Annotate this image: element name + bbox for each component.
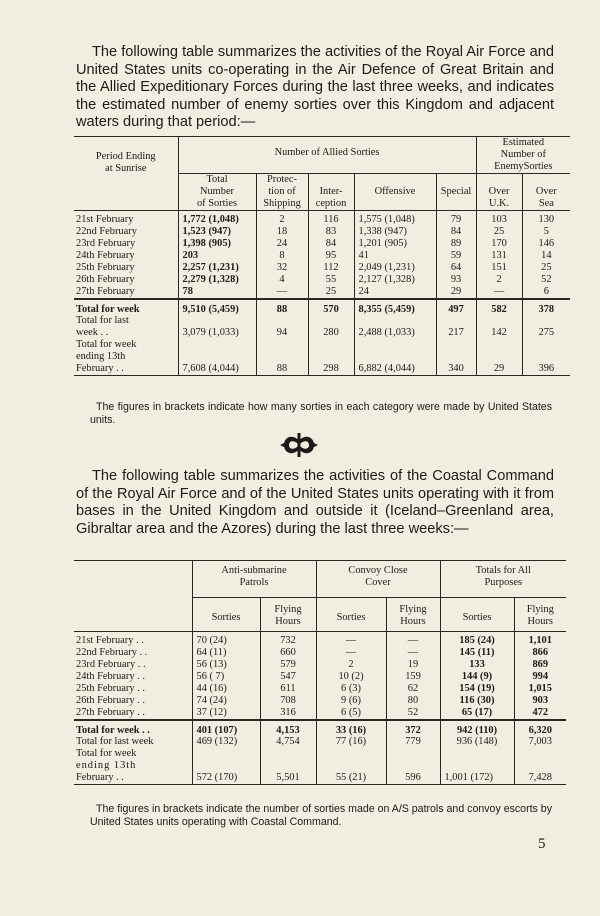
table-row-uk: 25 bbox=[476, 226, 522, 238]
table2-row bbox=[74, 707, 566, 720]
table-row-inter: 25 bbox=[308, 286, 354, 299]
table2-row-t_s: 144 (9) bbox=[440, 671, 514, 683]
table-row bbox=[74, 286, 570, 299]
table-row-prot: 8 bbox=[256, 250, 308, 262]
table2-row-as_s: 64 (11) bbox=[192, 647, 260, 659]
header-enemy-sorties: Estimated Number of EnemySorties bbox=[476, 137, 570, 174]
table-row-spec: 79 bbox=[436, 211, 476, 227]
table-row-inter: 55 bbox=[308, 274, 354, 286]
table2-row-period: 25th February . . bbox=[76, 683, 145, 694]
table-row-sea: 146 bbox=[522, 238, 570, 250]
table-row-off: 1,201 (905) bbox=[354, 238, 436, 250]
table-row-uk: 103 bbox=[476, 211, 522, 227]
table2-row-period: 24th February . . bbox=[76, 671, 145, 682]
allied-sorties-table bbox=[74, 136, 570, 376]
header-interception: Inter- ception bbox=[308, 174, 354, 211]
header-anti-submarine: Anti-submarine Patrols bbox=[192, 561, 316, 598]
table2-row-t_h: 1,015 bbox=[514, 683, 566, 695]
table-row-spec: 89 bbox=[436, 238, 476, 250]
table-row bbox=[74, 226, 570, 238]
table-row-sea: 130 bbox=[522, 211, 570, 227]
table-row-period: 21st February bbox=[76, 214, 134, 225]
table-row-inter: 112 bbox=[308, 262, 354, 274]
table2-row-t_s: 133 bbox=[440, 659, 514, 671]
table-row-off: 1,575 (1,048) bbox=[354, 211, 436, 227]
table-row-prot: — bbox=[256, 286, 308, 299]
table2-row bbox=[74, 671, 566, 683]
table2-row-as_s: 37 (12) bbox=[192, 707, 260, 720]
table-row-total-week: Total for week 9,510 (5,459) 88 570 8,355 (5,459) 497 582 378 bbox=[74, 299, 570, 315]
table2-row-as_s: 44 (16) bbox=[192, 683, 260, 695]
table2-row-as_h: 732 bbox=[260, 632, 316, 648]
table2-row-as_s: 56 (13) bbox=[192, 659, 260, 671]
table-row-total: 1,772 (1,048) bbox=[178, 211, 256, 227]
coastal-command-table bbox=[74, 560, 566, 785]
table-row-period: 23rd February bbox=[76, 238, 136, 249]
table2-row-as_s: 56 ( 7) bbox=[192, 671, 260, 683]
table-row-uk: 170 bbox=[476, 238, 522, 250]
table-row-prot: 2 bbox=[256, 211, 308, 227]
table2-row-as_h: 547 bbox=[260, 671, 316, 683]
table2-row bbox=[74, 695, 566, 707]
table-row-sea: 6 bbox=[522, 286, 570, 299]
footnote-2: The figures in brackets indicate the number of sorties made on A/S patrols and convoy escorts by United States units operating with Coastal Command. bbox=[90, 803, 552, 828]
table2-row-t_h: 866 bbox=[514, 647, 566, 659]
header-over-sea: Over Sea bbox=[522, 174, 570, 211]
table-row-sea: 25 bbox=[522, 262, 570, 274]
table-row-total: 2,257 (1,231) bbox=[178, 262, 256, 274]
intro-paragraph-1: The following table summarizes the activities of the Royal Air Force and United States units co-operating in the Air Defence of Great Britain and the Allied Expeditionary Forces during the last three weeks, and indicates the estimated number of enemy sorties over this Kingdom and adjacent waters during that period:— bbox=[76, 44, 554, 131]
table2-row-t_h: 1,101 bbox=[514, 632, 566, 648]
table2-row-cc_h: 19 bbox=[386, 659, 440, 671]
table-row bbox=[74, 262, 570, 274]
table2-row-cc_h: 52 bbox=[386, 707, 440, 720]
table-row-week-ending: Total for week ending 13th February . . 7,608 (4,044) 88 298 6,882 (4,044) 340 29 396 bbox=[74, 339, 570, 376]
table2-row-as_h: 660 bbox=[260, 647, 316, 659]
table-row-uk: 131 bbox=[476, 250, 522, 262]
table2-row-as_s: 74 (24) bbox=[192, 695, 260, 707]
table-row-period: 25th February bbox=[76, 262, 135, 273]
header-totals: Totals for All Purposes bbox=[440, 561, 566, 598]
table-row-period: 26th February bbox=[76, 274, 135, 285]
table2-row-cc_s: 10 (2) bbox=[316, 671, 386, 683]
header-cc-sorties: Sorties bbox=[316, 598, 386, 632]
table-row-sea: 5 bbox=[522, 226, 570, 238]
table2-row-total-week: Total for week . . 401 (107) 4,153 33 (16) 372 942 (110) 6,320 bbox=[74, 720, 566, 736]
table2-row-t_h: 903 bbox=[514, 695, 566, 707]
table2-row bbox=[74, 632, 566, 648]
table2-row-t_h: 472 bbox=[514, 707, 566, 720]
table-row-period: 22nd February bbox=[76, 226, 137, 237]
header-total-hours: Flying Hours bbox=[514, 598, 566, 632]
header-as-sorties: Sorties bbox=[192, 598, 260, 632]
table-row-sea: 14 bbox=[522, 250, 570, 262]
table2-row-cc_h: 80 bbox=[386, 695, 440, 707]
table-row-off: 41 bbox=[354, 250, 436, 262]
table-row-spec: 64 bbox=[436, 262, 476, 274]
table-row-inter: 83 bbox=[308, 226, 354, 238]
table2-row-as_h: 611 bbox=[260, 683, 316, 695]
header-special: Special bbox=[436, 174, 476, 211]
table2-row-t_s: 145 (11) bbox=[440, 647, 514, 659]
header-cc-hours: Flying Hours bbox=[386, 598, 440, 632]
table-row bbox=[74, 238, 570, 250]
header-convoy-cover: Convoy Close Cover bbox=[316, 561, 440, 598]
table2-row-cc_s: 6 (5) bbox=[316, 707, 386, 720]
header-over-uk: Over U.K. bbox=[476, 174, 522, 211]
table2-row-cc_s: — bbox=[316, 632, 386, 648]
header-period: Period Ending at Sunrise bbox=[74, 137, 178, 211]
table2-row-cc_h: 62 bbox=[386, 683, 440, 695]
table2-row-last-week: Total for last week 469 (132) 4,754 77 (16) 779 936 (148) 7,003 bbox=[74, 736, 566, 748]
header-offensive: Offensive bbox=[354, 174, 436, 211]
table2-row-t_s: 116 (30) bbox=[440, 695, 514, 707]
table-row bbox=[74, 250, 570, 262]
table-row-prot: 32 bbox=[256, 262, 308, 274]
table-row-prot: 24 bbox=[256, 238, 308, 250]
table-row-total: 78 bbox=[178, 286, 256, 299]
table-row-inter: 84 bbox=[308, 238, 354, 250]
header-allied-sorties: Number of Allied Sorties bbox=[178, 137, 476, 174]
table-row-period: 27th February bbox=[76, 286, 135, 297]
table-row-period: 24th February bbox=[76, 250, 135, 261]
table-row-uk: 151 bbox=[476, 262, 522, 274]
table2-row bbox=[74, 659, 566, 671]
table2-row-as_h: 316 bbox=[260, 707, 316, 720]
table-row-last-week: Total for last week . . 3,079 (1,033) 94 280 2,488 (1,033) 217 142 275 bbox=[74, 315, 570, 339]
table-row-off: 1,338 (947) bbox=[354, 226, 436, 238]
table2-row-as_h: 708 bbox=[260, 695, 316, 707]
table2-row bbox=[74, 683, 566, 695]
table2-row-week-ending: Total for week ending 13th February . . 572 (170) 5,501 55 (21) 596 1,001 (172) 7,428 bbox=[74, 748, 566, 785]
header-as-hours: Flying Hours bbox=[260, 598, 316, 632]
table-row-total: 1,523 (947) bbox=[178, 226, 256, 238]
table2-row-period: 21st February . . bbox=[76, 635, 144, 646]
ornament-icon bbox=[280, 431, 318, 459]
table-row-prot: 4 bbox=[256, 274, 308, 286]
table-row-spec: 59 bbox=[436, 250, 476, 262]
table2-row-cc_s: 6 (3) bbox=[316, 683, 386, 695]
table-row bbox=[74, 274, 570, 286]
table-row-inter: 116 bbox=[308, 211, 354, 227]
page-number: 5 bbox=[538, 836, 546, 852]
table2-row-period: 26th February . . bbox=[76, 695, 145, 706]
table2-row-cc_s: — bbox=[316, 647, 386, 659]
header-total-sorties: Total Number of Sorties bbox=[178, 174, 256, 211]
table-row-spec: 84 bbox=[436, 226, 476, 238]
table-row bbox=[74, 211, 570, 227]
table-row-off: 24 bbox=[354, 286, 436, 299]
footnote-1: The figures in brackets indicate how many sorties in each category were made by United States units. bbox=[90, 401, 552, 426]
table-row-spec: 29 bbox=[436, 286, 476, 299]
intro-paragraph-2: The following table summarizes the activities of the Coastal Command of the Royal Air Force and of the United States units operating with it from bases in the United Kingdom and outside it (Iceland–Greenland area, Gibraltar area and the Azores) during the last three weeks:— bbox=[76, 468, 554, 537]
table2-row-period: 27th February . . bbox=[76, 707, 145, 718]
table2-row-cc_h: 159 bbox=[386, 671, 440, 683]
table2-row-as_h: 579 bbox=[260, 659, 316, 671]
header-total-sorties-2: Sorties bbox=[440, 598, 514, 632]
table2-row-cc_s: 2 bbox=[316, 659, 386, 671]
table2-row-cc_h: — bbox=[386, 647, 440, 659]
table2-row-t_s: 65 (17) bbox=[440, 707, 514, 720]
header-period-blank bbox=[74, 561, 192, 632]
table-row-sea: 52 bbox=[522, 274, 570, 286]
table2-row-period: 22nd February . . bbox=[76, 647, 148, 658]
table-row-total: 1,398 (905) bbox=[178, 238, 256, 250]
table-row-spec: 93 bbox=[436, 274, 476, 286]
table-row-uk: 2 bbox=[476, 274, 522, 286]
table2-row-cc_s: 9 (6) bbox=[316, 695, 386, 707]
header-protection-shipping: Protec- tion of Shipping bbox=[256, 174, 308, 211]
table2-row bbox=[74, 647, 566, 659]
table2-row-t_h: 869 bbox=[514, 659, 566, 671]
table2-row-t_s: 154 (19) bbox=[440, 683, 514, 695]
table2-row-t_s: 185 (24) bbox=[440, 632, 514, 648]
table2-row-as_s: 70 (24) bbox=[192, 632, 260, 648]
table-row-off: 2,127 (1,328) bbox=[354, 274, 436, 286]
table-row-prot: 18 bbox=[256, 226, 308, 238]
table-row-total: 2,279 (1,328) bbox=[178, 274, 256, 286]
table2-row-t_h: 994 bbox=[514, 671, 566, 683]
table2-row-cc_h: — bbox=[386, 632, 440, 648]
table2-row-period: 23rd February . . bbox=[76, 659, 146, 670]
table-row-inter: 95 bbox=[308, 250, 354, 262]
table-row-off: 2,049 (1,231) bbox=[354, 262, 436, 274]
table-row-uk: — bbox=[476, 286, 522, 299]
table-row-total: 203 bbox=[178, 250, 256, 262]
